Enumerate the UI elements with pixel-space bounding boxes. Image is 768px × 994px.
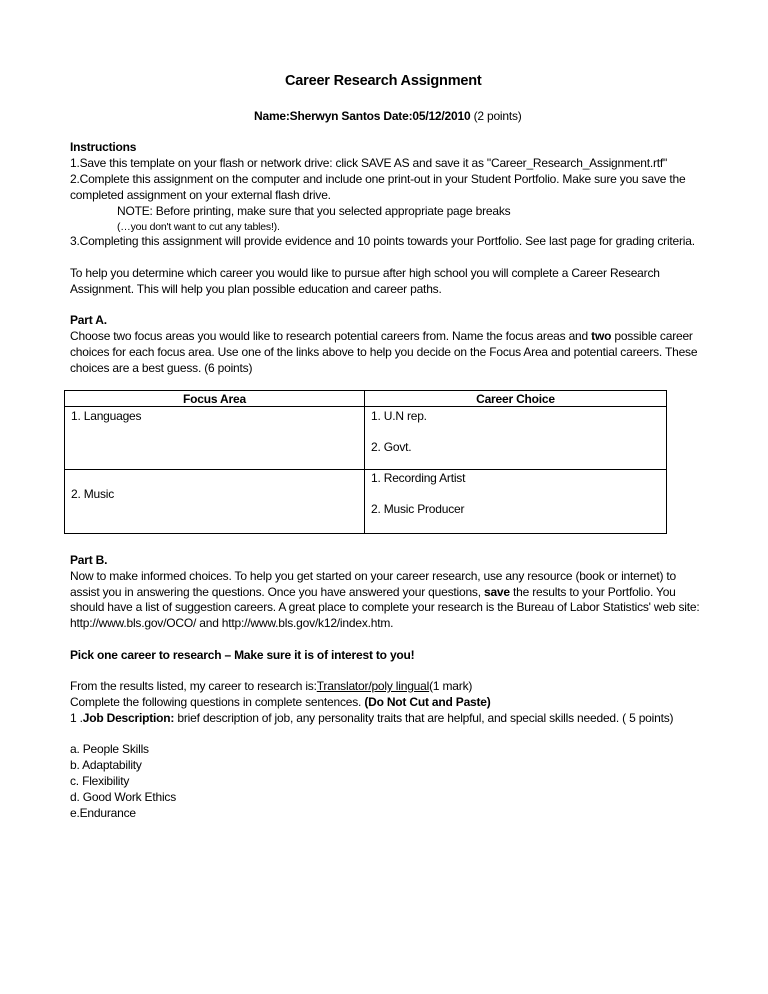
name-date-label: Name:Sherwyn Santos Date:05/12/2010 [254, 109, 471, 123]
part-a-heading: Part A. [70, 313, 107, 327]
part-b-line-2-pre: assist you in answering the questions. Once you have answered your questions, [70, 585, 484, 599]
career-cell [365, 470, 667, 534]
table-header-row [65, 391, 667, 407]
focus-cell [65, 407, 365, 470]
intro-line-1: To help you determine which career you would like to pursue after high school you will complete a Career Research [70, 266, 660, 280]
list-item: c. Flexibility [70, 774, 130, 788]
job-num: 1 . [70, 711, 83, 725]
job-text: brief description of job, any personality traits that are helpful, and special skills needed. ( 5 points) [174, 711, 674, 725]
career-choice-value: Translator/poly lingual [316, 679, 430, 693]
complete-bold: (Do Not Cut and Paste) [364, 695, 491, 709]
complete-questions-line [70, 695, 491, 710]
table-row [65, 470, 667, 534]
list-item: a. People Skills [70, 742, 149, 756]
intro-line-2: Assignment. This will help you plan possible education and career paths. [70, 282, 442, 296]
part-b-line-4: http://www.bls.gov/OCO/ and http://www.bls.gov/k12/index.htm. [70, 616, 394, 630]
focus-area-header: Focus Area [65, 391, 365, 407]
career-choice-post: (1 mark) [429, 679, 473, 693]
career-value: 1. Recording Artist [371, 471, 466, 485]
list-item: d. Good Work Ethics [70, 790, 177, 804]
part-a-line-1 [70, 329, 693, 344]
instruction-note-small: (…you don't want to cut any tables!). [117, 221, 280, 233]
focus-value: 1. Languages [71, 409, 142, 423]
instructions-heading: Instructions [70, 140, 137, 154]
instruction-1: 1.Save this template on your flash or network drive: click SAVE AS and save it as "Career_Research_Assignment.rtf" [70, 156, 668, 170]
part-b-line-3: should have a list of suggestion careers. A great place to complete your research is the Bureau of Labor Statistics' web site: [70, 600, 700, 614]
job-label: Job Description: [82, 711, 175, 725]
part-b-line-1: Now to make informed choices. To help you get started on your career research, use any resource (book or internet) to [70, 569, 677, 583]
instruction-2b: completed assignment on your external flash drive. [70, 188, 331, 202]
list-item: b. Adaptability [70, 758, 142, 772]
name-date-line [254, 109, 522, 124]
instruction-3: 3.Completing this assignment will provide evidence and 10 points towards your Portfolio. See last page for grading criteria. [70, 234, 695, 248]
career-value: 2. Govt. [371, 440, 412, 454]
complete-pre: Complete the following questions in complete sentences. [70, 695, 365, 709]
part-a-line-1-post: possible career [611, 329, 693, 343]
part-a-line-3: choices are a best guess. (6 points) [70, 361, 253, 375]
table-row [65, 407, 667, 470]
focus-cell [65, 470, 365, 534]
part-b-heading: Part B. [70, 553, 108, 567]
focus-value: 2. Music [71, 487, 115, 501]
part-b-line-2-post: the results to your Portfolio. You [509, 585, 676, 599]
instruction-2a: 2.Complete this assignment on the computer and include one print-out in your Student Portfolio. Make sure you save the [70, 172, 686, 186]
focus-career-table [64, 390, 667, 534]
list-item: e.Endurance [70, 806, 136, 820]
part-a-line-1-pre: Choose two focus areas you would like to research potential careers from. Name the focus areas and [70, 329, 592, 343]
name-points: (2 points) [470, 109, 522, 123]
pick-career-heading: Pick one career to research – Make sure it is of interest to you! [70, 648, 415, 662]
job-description-line [70, 711, 673, 726]
career-value: 1. U.N rep. [371, 409, 427, 423]
page-title: Career Research Assignment [285, 73, 482, 89]
career-value: 2. Music Producer [371, 502, 465, 516]
instruction-note: NOTE: Before printing, make sure that you selected appropriate page breaks [117, 204, 511, 218]
career-choice-header: Career Choice [365, 391, 667, 407]
part-b-line-2-bold: save [483, 585, 510, 599]
career-choice-line [70, 679, 472, 694]
part-a-line-2: choices for each focus area. Use one of the links above to help you decide on the Focus Area and potential careers. These [70, 345, 698, 359]
career-cell [365, 407, 667, 470]
part-a-line-1-bold: two [591, 329, 612, 343]
career-choice-pre: From the results listed, my career to research is: [70, 679, 317, 693]
part-b-line-2 [70, 585, 676, 600]
